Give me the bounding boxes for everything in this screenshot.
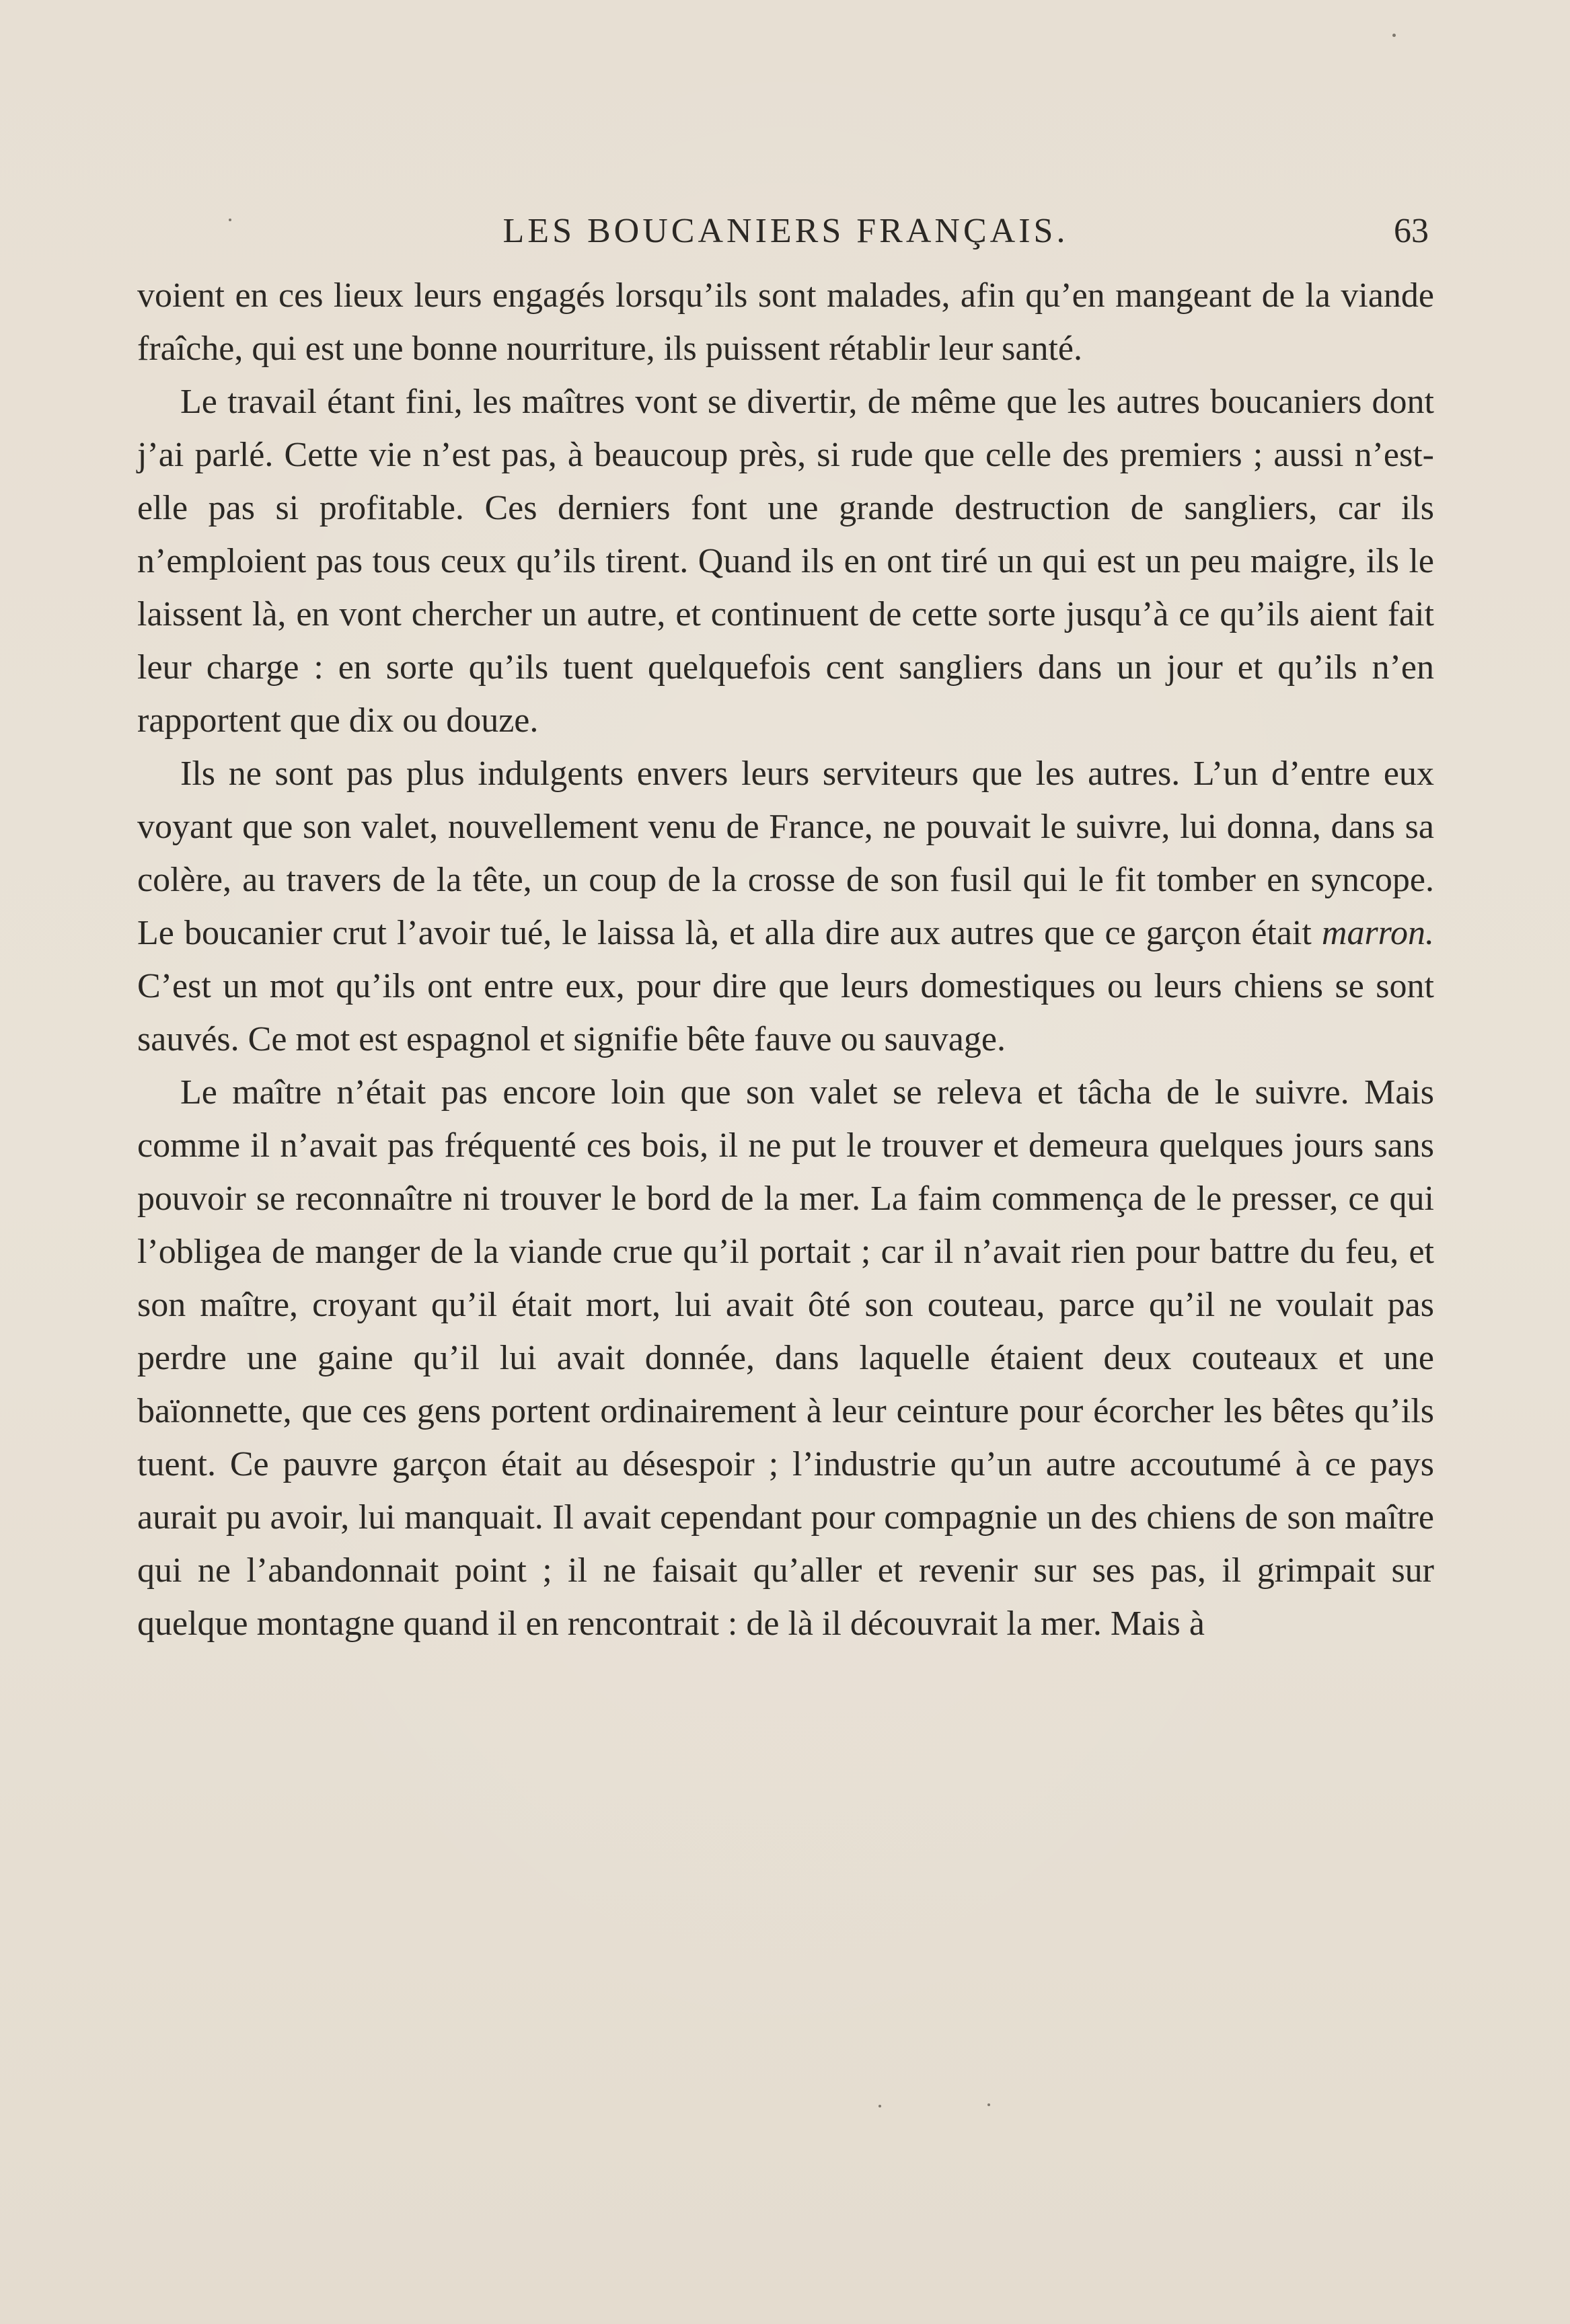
page-number: 63 — [1394, 212, 1429, 250]
paragraph: voient en ces lieux leurs engagés lorsqu’ils sont malades, afin qu’en mangeant de la viande fraîche, qui est une bonne nourriture, ils puissent rétablir leur santé. — [137, 276, 1434, 368]
page-speck — [1392, 34, 1396, 37]
body-text — [137, 269, 1434, 1650]
page-speck — [987, 2103, 990, 2106]
paragraph-text: C’est un mot qu’ils ont entre eux, pour dire que leurs domestiques ou leurs chiens se sont sauvés. Ce mot est espagnol et signifie bête fauve ou sauvage. — [137, 967, 1434, 1058]
running-header — [137, 204, 1434, 258]
paragraph: Le travail étant fini, les maîtres vont se divertir, de même que les autres boucaniers dont j’ai parlé. Cette vie n’est pas, à beaucoup près, si rude que celle des premiers ; aussi n’est-elle pas si profitable. Ces derniers font une grande destruction de sangliers, car ils n’emploient pas tous ceux qu’ils tirent. Quand ils en ont tiré un qui est un peu maigre, ils le laissent là, en vont chercher un autre, et continuent de cette sorte jusqu’à ce qu’ils aient fait leur charge : en sorte qu’ils tuent quelquefois cent sangliers dans un jour et qu’ils n’en rapportent que dix ou douze. — [137, 383, 1434, 740]
paragraph-text: Ils ne sont pas plus indulgents envers leurs serviteurs que les autres. L’un d’entre eux voyant que son valet, nouvellement venu de France, ne pouvait le suivre, lui donna, dans sa colère, au travers de la tête, un coup de la crosse de son fusil qui le fit tomber en syncope. Le boucanier crut l’avoir tué, le laissa là, et alla dire aux autres que ce garçon était — [137, 754, 1434, 952]
page-speck — [879, 2105, 881, 2107]
italic-term: marron. — [1321, 914, 1434, 952]
paragraph — [137, 747, 1434, 1066]
running-title: LES BOUCANIERS FRANÇAIS. — [502, 212, 1069, 250]
paragraph: Le maître n’était pas encore loin que son valet se releva et tâcha de le suivre. Mais comme il n’avait pas fréquenté ces bois, il ne put le trouver et demeura quelques jours sans pouvoir se reconnaître ni trouver le bord de la mer. La faim commença de le presser, ce qui l’obligea de manger de la viande crue qu’il portait ; car il n’avait rien pour battre du feu, et son maître, croyant qu’il était mort, lui avait ôté son couteau, parce qu’il ne voulait pas perdre une gaine qu’il lui avait donnée, dans laquelle étaient deux couteaux et une baïonnette, que ces gens portent ordinairement à leur ceinture pour écorcher les bêtes qu’ils tuent. Ce pauvre garçon était au désespoir ; l’industrie qu’un autre accoutumé à ce pays aurait pu avoir, lui manquait. Il avait cependant pour compagnie un des chiens de son maître qui ne l’abandonnait point ; il ne faisait qu’aller et revenir sur ses pas, il grimpait sur quelque montagne quand il en rencontrait : de là il découvrait la mer. Mais à — [137, 1073, 1434, 1643]
